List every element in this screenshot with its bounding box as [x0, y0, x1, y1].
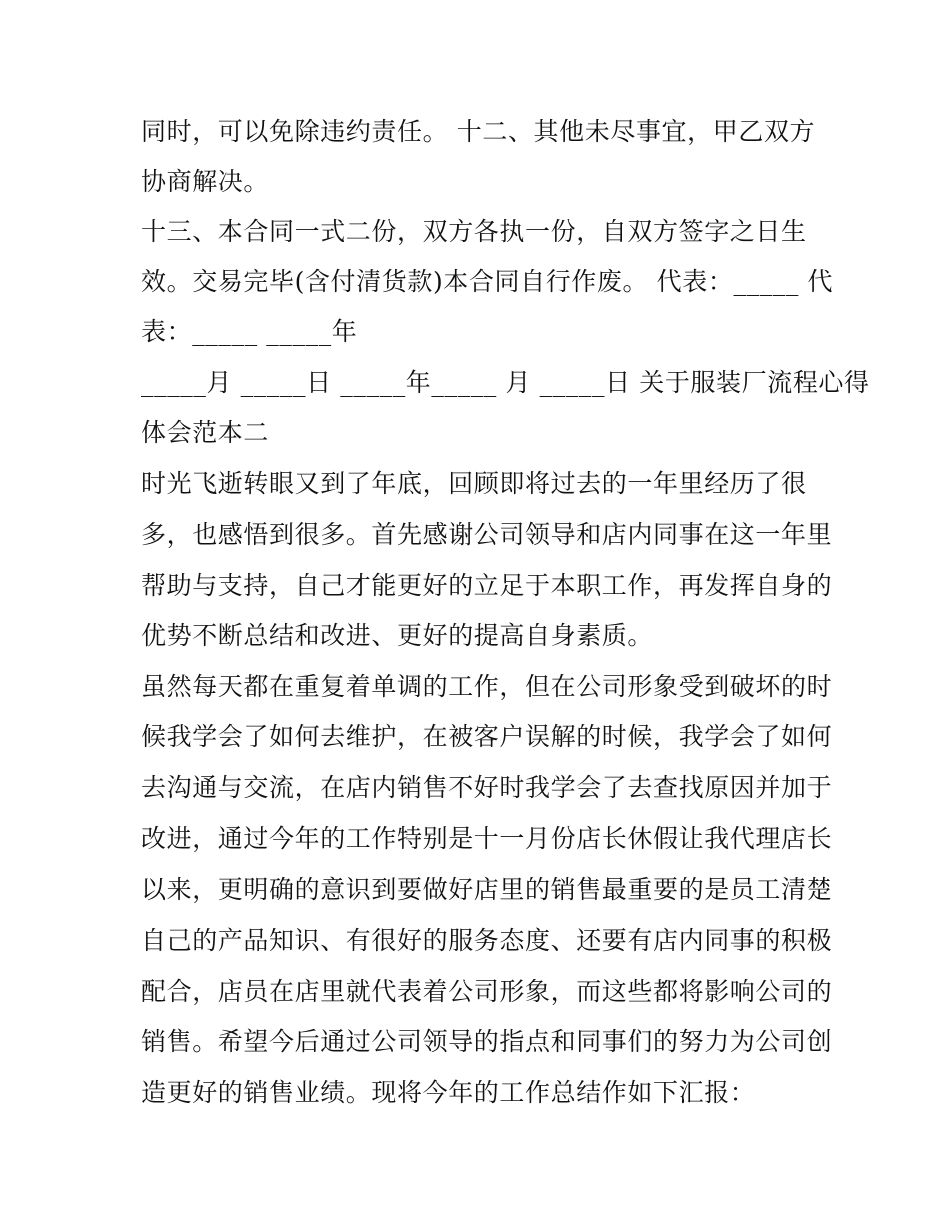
text-line: 配合，店员在店里就代表着公司形象，而这些都将影响公司的	[141, 977, 833, 1006]
text-line: 虽然每天都在重复着单调的工作，但在公司形象受到破坏的时	[141, 672, 833, 701]
text-line: 候我学会了如何去维护，在被客户误解的时候，我学会了如何	[141, 722, 833, 751]
text-line: 十三、本合同一式二份，双方各执一份，自双方签字之日生	[141, 217, 807, 246]
text-line: 时光飞逝转眼又到了年底，回顾即将过去的一年里经历了很	[141, 469, 807, 498]
text-line: 去沟通与交流，在店内销售不好时我学会了去查找原因并加于	[141, 773, 833, 802]
text-line: 优势不断总结和改进、更好的提高自身素质。	[141, 621, 654, 650]
text-line: 协商解决。	[141, 167, 270, 196]
text-line: 同时，可以免除违约责任。 十二、其他未尽事宜，甲乙双方	[141, 117, 816, 146]
text-line: 帮助与支持，自己才能更好的立足于本职工作，再发挥自身的	[141, 571, 833, 600]
text-line: 自己的产品知识、有很好的服务态度、还要有店内同事的积极	[141, 926, 833, 955]
text-line: 表：_____ _____年	[141, 317, 358, 346]
text-line: 多，也感悟到很多。首先感谢公司领导和店内同事在这一年里	[141, 520, 833, 549]
text-line: _____月 _____日 _____年_____ 月 _____日 关于服装厂流程心得	[141, 368, 870, 397]
text-line: 销售。希望今后通过公司领导的指点和同事们的努力为公司创	[141, 1027, 833, 1056]
text-line: 改进，通过今年的工作特别是十一月份店长休假让我代理店长	[141, 824, 833, 853]
text-line: 效。交易完毕(含付清货款)本合同自行作废。 代表：_____ 代	[141, 267, 834, 296]
text-line: 以来，更明确的意识到要做好店里的销售最重要的是员工清楚	[141, 875, 833, 904]
text-line: 体会范本二	[141, 418, 270, 447]
text-line: 造更好的销售业绩。现将今年的工作总结作如下汇报：	[141, 1078, 756, 1107]
